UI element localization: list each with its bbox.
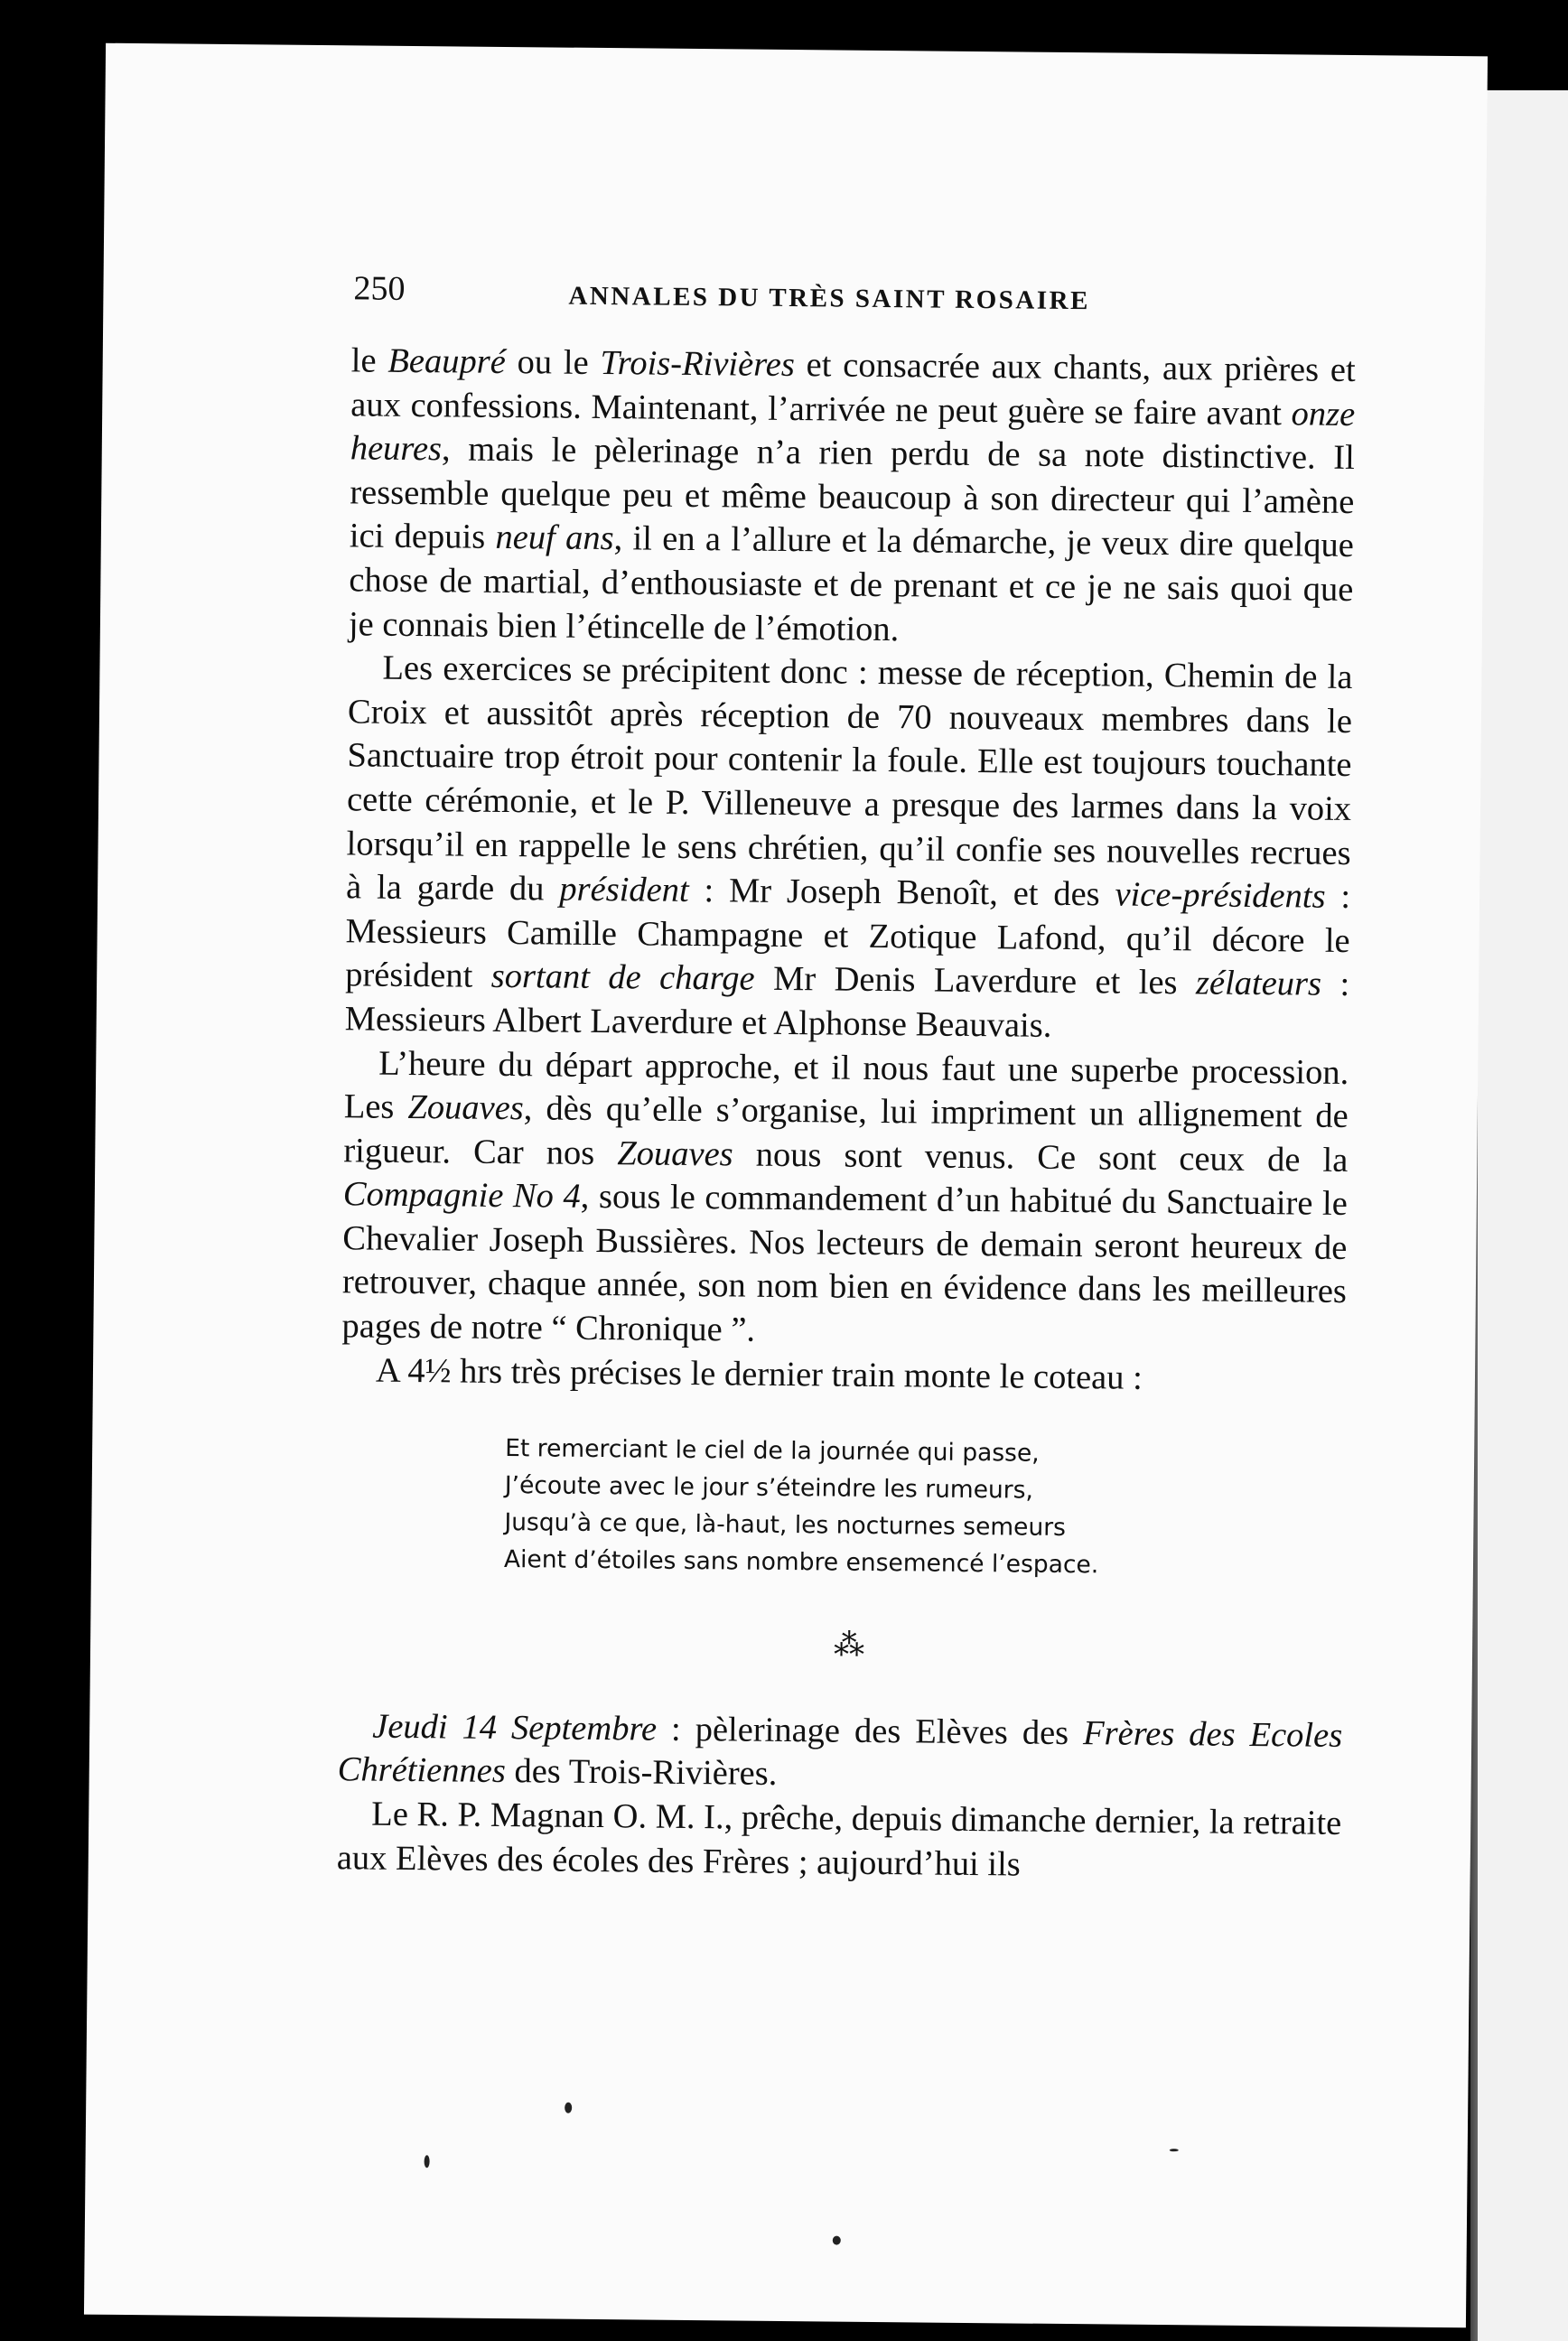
poem-line: Aient d’étoiles sans nombre ensemencé l’espace. [503,1545,1099,1580]
paragraph-4: A 4½ hrs très précises le dernier train monte le coteau : [375,1351,1143,1397]
poem-stanza [504,1430,1346,1586]
poem-line: Et remerciant le ciel de la journée qui passe, [505,1434,1040,1468]
poem-line: Jusqu’à ce que, là-haut, les nocturnes semeurs [504,1508,1067,1543]
paragraph-6: Le R. P. Magnan O. M. I., prêche, depuis dimanche dernier, la retraite aux Elèves des écoles des Frères ; aujourd’hui ils [336,1795,1342,1884]
speck [1170,2149,1179,2151]
paragraph-1: le Beaupré ou le Trois-Rivières et consacrée aux chants, aux prières et aux confessions. Maintenant, l’arrivée ne peut guère se faire avant onze heures, mais le pèlerinage n’a rien perdu de sa note distinctive. Il ressemble quelque peu et même beaucoup à son directeur qui l’amène ici depuis neuf ans, il en a l’allure et la démarche, je veux dire quelque chose de martial, d’enthousiaste et de prenant et ce je ne sais quoi que je connais bien l’étincelle de l’émotion. [348,341,1356,648]
paragraph-5: Jeudi 14 Septembre : pèlerinage des Elèves des Frères des Ecoles Chrétiennes des Trois-Rivières. [337,1707,1343,1794]
book-page [84,43,1488,2328]
running-head [351,266,1357,331]
header-title: ANNALES DU TRÈS SAINT ROSAIRE [568,281,1091,316]
speck [565,2103,572,2113]
speck [425,2155,430,2168]
page-number: 250 [353,269,406,308]
next-page-edge [1478,90,1568,2341]
paragraph-3: L’heure du départ approche, et il nous faut une superbe procession. Les Zouaves, dès qu’elle s’organise, lui impriment un allignement de rigueur. Car nos Zouaves nous sont venus. Ce sont ceux de la Compagnie No 4, sous le commandement d’un habitué du Sanctuaire le Chevalier Joseph Bussières. Nos lecteurs de demain seront heureux de retrouver, chaque année, son nom bien en évidence dans les meilleures pages de notre “ Chronique ”. [341,1044,1349,1349]
speck [833,2236,841,2245]
paragraph-2: Les exercices se précipitent donc : messe de réception, Chemin de la Croix et aussitôt après réception de 70 nouveaux membres dans le Sanctuaire trop étroit pour contenir la foule. Elle est toujours touchante cette cérémonie, et le P. Villeneuve a presque des larmes dans la voix lorsqu’il en rappelle le sens chrétien, qu’il confie ses nouvelles recrues à la garde du président : Mr Joseph Benoît, et des vice-présidents : Messieurs Camille Champagne et Zotique Lafond, qu’il décore le président sortant de charge Mr Denis Laverdure et les zélateurs : Messieurs Albert Laverdure et Alphonse Beauvais. [344,648,1353,1045]
asterism-separator: ⁂ [833,1628,867,1664]
poem-line: J’écoute avec le jour s’éteindre les rumeurs, [504,1471,1034,1505]
page-content [337,266,1357,1889]
